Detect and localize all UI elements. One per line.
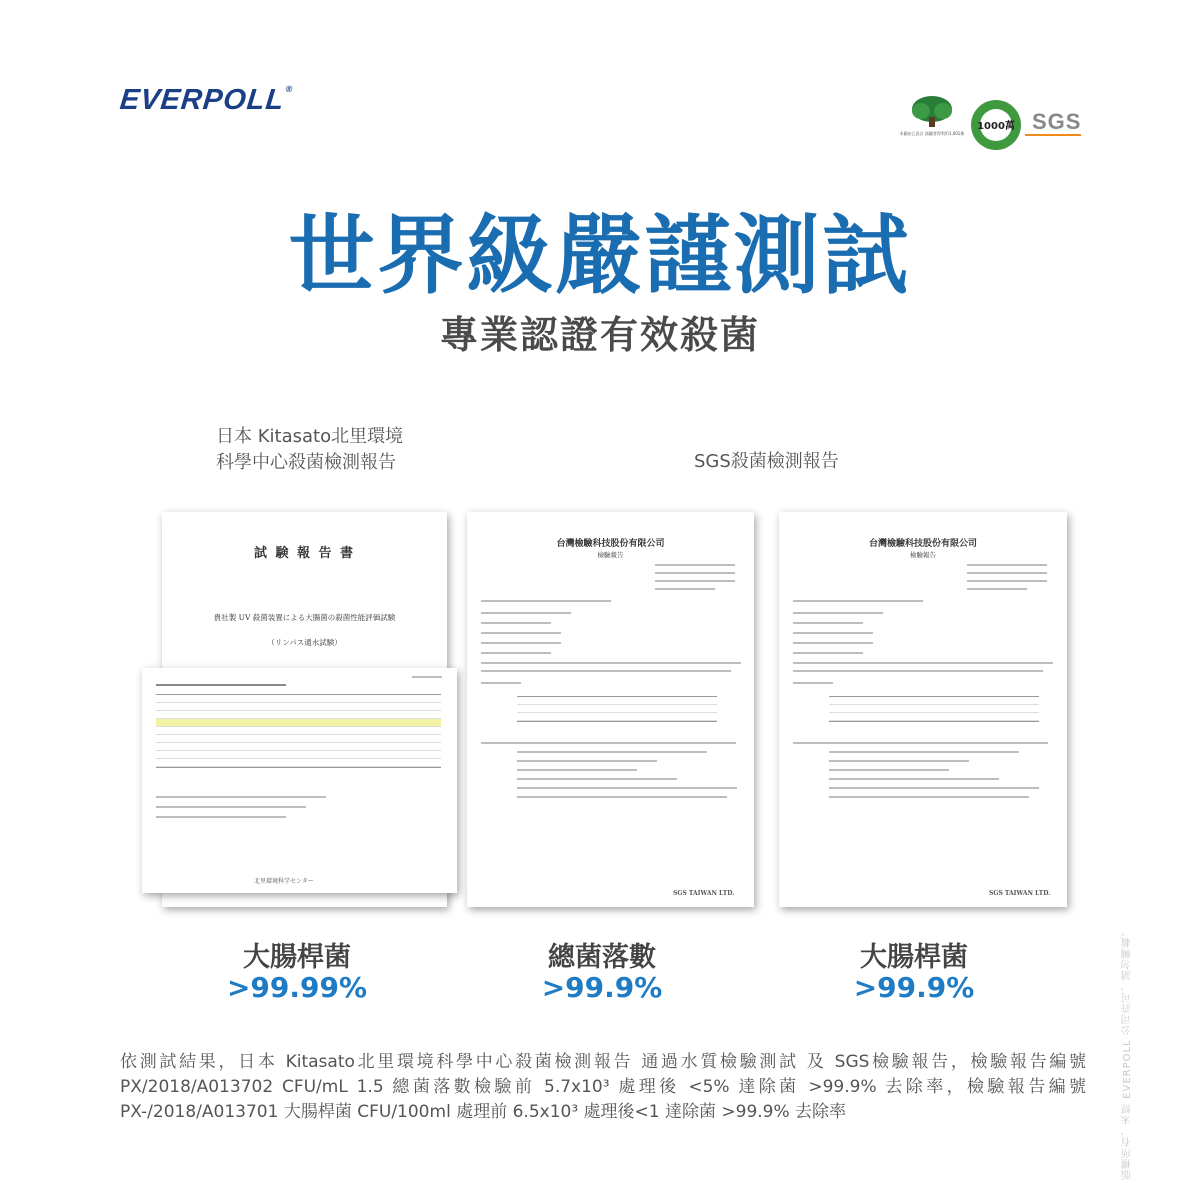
report-doc-type: 檢驗報告 [910,551,936,559]
kitasato-report-label: 日本 Kitasato北里環境 科學中心殺菌檢測報告 [216,426,404,473]
everpoll-logo: EVERPOLL® [118,84,294,116]
report-company: 台灣檢驗科技股份有限公司 [556,539,665,549]
sgs-report-label: SGS殺菌檢測報告 [694,451,839,472]
page-subtitle: 專業認證有效殺菌 [439,313,760,357]
sgs-report-document-1 [467,512,754,907]
result-3-value: >99.9% [853,971,975,1004]
report-doc-type: 檢驗報告 [597,551,624,559]
report-subject-note: （リンパス通水試験） [267,638,342,647]
report-signature: SGS TAIWAN LTD. [673,890,735,897]
result-3-name: 大腸桿菌 [860,942,968,973]
report-signature: SGS TAIWAN LTD. [989,890,1051,897]
result-2-value: >99.9% [541,971,663,1004]
report-subject: 貴社製 UV 殺菌装置による大腸菌の殺菌性能評価試験 [213,613,396,622]
result-2-name: 總菌落數 [548,942,656,973]
page-title: 世界級嚴謹測試 [288,206,912,306]
footer-description: 依測試結果，日本 Kitasato北里環境科學中心殺菌檢測報告 通過水質檢驗測試 及 SGS檢驗報告，檢驗報告編號 PX/2018/A013702 CFU/mL 1.5 總菌落數檢驗前 5.7x10³ 處理後 <5% 達除菌 >99.9% 去除率，檢驗報告編號 PX-/2018/A013701 大腸桿菌 CFU/100ml 處理前 6.5x10³ 處理後<1 達除菌 >99.9% 去除率 [120,1052,1086,1122]
tree-caption: 本圖由已設計 插圖者得利用1,001株 [899,131,965,136]
kitasato-result-table-page [142,668,457,893]
report-company: 台灣檢驗科技股份有限公司 [868,539,977,549]
result-1-value: >99.99% [226,971,368,1004]
sgs-underline [1025,134,1081,136]
sgs-logo: SGS [1032,109,1082,134]
tree-icon [902,93,962,148]
certification-badge-icon [970,99,1022,151]
sgs-report-document-2 [779,512,1067,907]
badge-text: 1000萬 [977,121,1015,132]
result-1-name: 大腸桿菌 [243,942,351,973]
copyright-note: 版權所有，未經 EVERPOLL 公司許可，請勿轉載。 [1122,925,1133,1180]
report-org: 北里環境科学センター [254,878,314,885]
report-title: 試 験 報 告 書 [253,546,356,561]
